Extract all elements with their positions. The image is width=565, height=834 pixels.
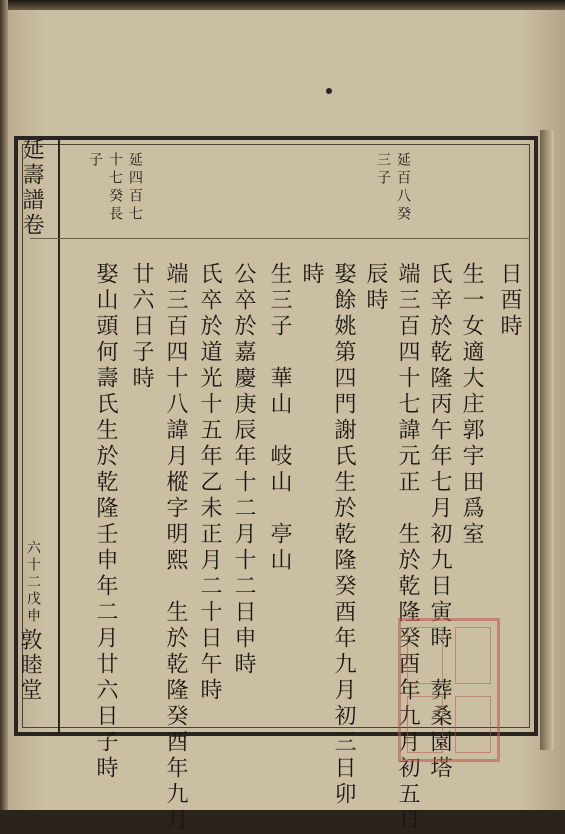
text-column-2: 生一女適大庄郭宇田爲室 (459, 262, 484, 548)
text-column-6: 娶餘姚第四門謝氏生於乾隆癸酉年九月初三日卯 (331, 262, 356, 808)
note-column-2: 延四百七 (127, 152, 143, 224)
text-column-5: 辰時 (363, 262, 388, 314)
text-column-10: 氏卒於道光十五年乙未正月二十日午時 (197, 262, 222, 704)
note-column-3: 十七癸長 (107, 152, 123, 224)
note-column-1b: 三子 (375, 152, 391, 188)
text-column-9: 公卒於嘉慶庚辰年十二月十二日申時 (231, 262, 256, 678)
note-column-1: 延百八癸 (395, 152, 411, 224)
text-column-12: 廿六日子時 (129, 262, 154, 392)
text-column-3: 氏辛於乾隆丙午年七月初九日寅時 葬桑園塔 (427, 262, 452, 782)
blank-upper-margin (0, 10, 565, 135)
margin-divider (58, 140, 60, 734)
text-column-8: 生三子 華山 岐山 亭山 (267, 262, 292, 574)
note-column-4: 子 (87, 152, 103, 170)
register-divider (30, 238, 530, 239)
text-column-1: 日酉時 (497, 262, 522, 340)
text-column-4: 端三百四十七諱元正 生於乾隆癸酉年九月初五日 (395, 262, 420, 834)
text-column-13: 娶山頭何壽氏生於乾隆壬申年二月廿六日子時 (93, 262, 118, 782)
ink-mark (326, 88, 332, 94)
page-fold-shadow (540, 130, 554, 750)
margin-date: 六十二戊申 (25, 540, 41, 625)
text-column-11: 端三百四十八諱月樅字明熙 生於乾隆癸酉年九月 (163, 262, 188, 834)
text-column-7: 時 (299, 262, 324, 288)
red-seal-stamp (398, 618, 500, 762)
margin-hall-name: 敦睦堂 (17, 628, 42, 703)
margin-title: 延壽譜卷 (19, 138, 44, 238)
page-top-edge (0, 0, 565, 10)
